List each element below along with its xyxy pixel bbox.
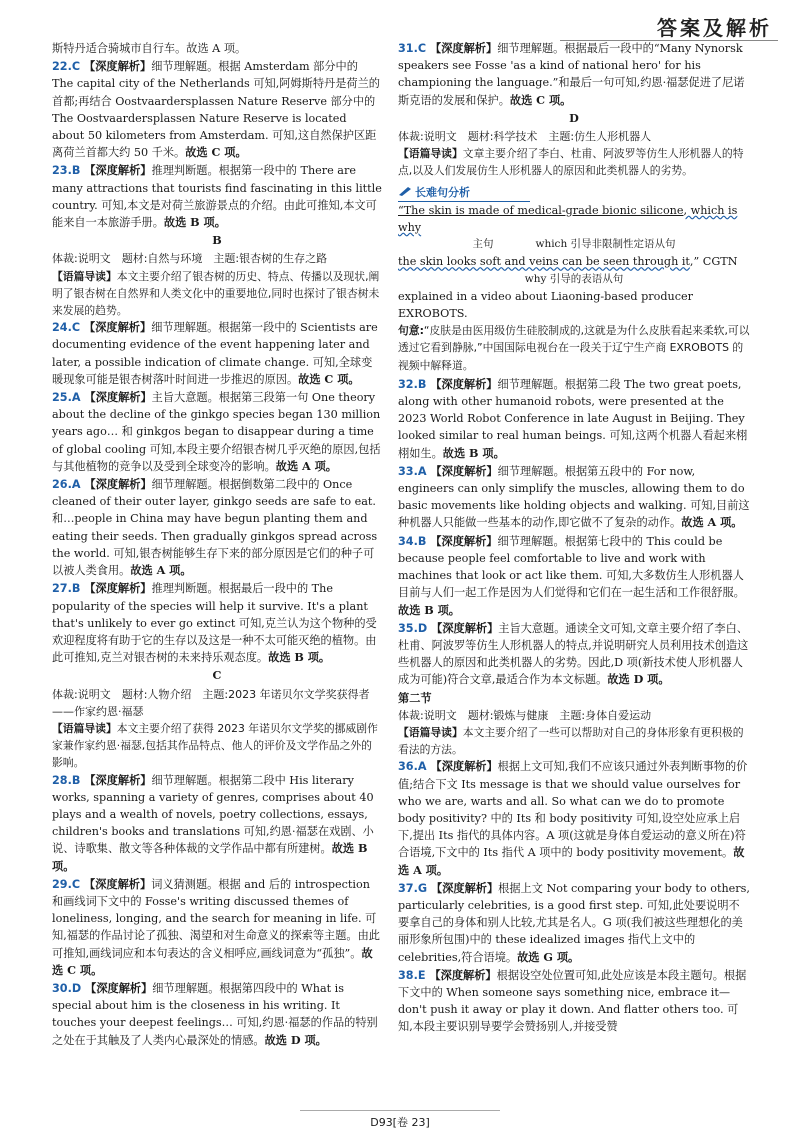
continued-text: 斯特丹适合骑城市自行车。故选 A 项。	[52, 42, 247, 55]
answer-38: 38.E 【深度解析】根据设空处位置可知,此处应该是本段主题句。根据下文中的 When someone says something nice, embrace it—don't push it away or play it down. And flatter others too. 可知,本段主要识别导要学会赞扬别人,并接受赞	[398, 967, 747, 1034]
page-number: D93[卷 23]	[370, 1116, 430, 1129]
guide-part-two: 【语篇导读】本文主要介绍了一些可以帮助对自己的身体形象有更积极的看法的方法。	[398, 725, 744, 757]
answer-28: 28.B 【深度解析】细节理解题。根据第二段中 His literary works, spanning a variety of genres, comprises about 40 plays and a wealth of novels, poetry collections, essays, children's books and translations 可知,约恩·福瑟在戏剧、小说、诗歌集、散文等各种体裁的文学作品中都有所建树。故选 B 项。	[52, 772, 374, 873]
footer-rule	[300, 1110, 500, 1111]
right-column	[398, 40, 750, 1037]
answer-22: 22.C 【深度解析】细节理解题。根据 Amsterdam 部分中的 The capital city of the Netherlands 可知,阿姆斯特丹是荷兰的首都;再结合 Oostvaardersplassen Nature Reserve 部分中的 The Oostvaardersplassen Nature Reserve is located about 50 kilometers from Amsterdam. 可知,这自然保护区距离荷兰首都大约 50 千米。故选 C 项。	[52, 59, 380, 160]
long-sentence-note2: why 引导的表语从句	[524, 272, 624, 285]
section-d-heading: D	[569, 110, 579, 125]
section-b-heading: B	[212, 233, 222, 248]
section-c-heading: C	[212, 668, 222, 683]
answer-26: 26.A 【深度解析】细节理解题。根据倒数第二段中的 Once cleaned of their outer layer, ginkgo seeds are safe to eat. 和…people in China may have begun planting them and eating their seeds. Then gradually ginkgos spread across the world. 可知,银杏树能够生存下来的部分原因是它们的种子可以被人类食用。故选 A 项。	[52, 477, 378, 578]
meta-b: 体裁:说明文 题材:自然与环境 主题:银杏树的生存之路	[52, 252, 328, 266]
left-column	[52, 40, 382, 1050]
answer-30: 30.D 【深度解析】细节理解题。根据第四段中的 What is special about him is the closeness in his writing. It touches your deepest feelings… 可知,约恩·福瑟的作品的特别之处在于其触及了人类内心最深处的情感。故选 D 项。	[52, 980, 378, 1047]
answer-33: 33.A 【深度解析】细节理解题。根据第五段中的 For now, engineers can only simplify the muscles, allowing them to do basic movements like holding objects and walking. 可知,目前这种机器人只能做一些基本的动作,即它做不了复杂的动作。故选 A 项。	[398, 463, 750, 530]
answer-29: 29.C 【深度解析】词义猜测题。根据 and 后的 introspection 和画线词下文中的 Fosse's writing discussed themes of loneliness, longing, and the search for meaning in life. 可知,福瑟的作品讨论了孤独、渴望和对生命意义的探索等主题。由此可推知,画线词应和本句表达的含义相呼应,画线词意为“孤独”。故选 C 项。	[52, 876, 380, 977]
answer-32: 32.B 【深度解析】细节理解题。根据第二段 The two great poets, along with other humanoid robots, were presented at the 2023 World Robot Conference in late August in Beijing. They looked similar to real human beings. 可知,这两个机器人看起来栩栩如生。故选 B 项。	[398, 376, 748, 460]
answer-27: 27.B 【深度解析】推理判断题。根据最后一段中的 The popularity of the species will help it survive. It's a plant that's unlikely to ever go extinct 可知,克兰认为这个物种的受欢迎程度将有助于它的生存以及这是一种不太可能灭绝的植物。由此可推知,克兰对银杏树的未来持乐观态度。故选 B 项。	[52, 581, 377, 665]
part-two-heading: 第二节	[398, 690, 432, 705]
guide-c: 【语篇导读】本文主要介绍了获得 2023 年诺贝尔文学奖的挪威剧作家兼作家约恩·福瑟,包括其作品特点、他人的评价及文学作品之外的影响。	[52, 721, 378, 770]
pen-icon	[398, 186, 412, 196]
page-header-title: 答案及解析	[657, 16, 772, 40]
long-sentence-translation: 句意:“皮肤是由医用级仿生硅胶制成的,这就是为什么皮肤看起来柔软,可以透过它看到静脉,”中国国际电视台在一段关于辽宁生产商 EXROBOTS 的视频中解释道。	[398, 324, 750, 372]
long-sentence-line3: explained in a video about Liaoning-based producer EXROBOTS.	[398, 289, 693, 321]
meta-d: 体裁:说明文 题材:科学技术 主题:仿生人形机器人	[398, 130, 652, 144]
answer-37: 37.G 【深度解析】根据上文 Not comparing your body to others, particularly celebrities, is a good first step. 可知,此处要说明不要拿自己的身体和别人比较,尤其是名人。G 项(我们被这些理想化的美丽形象所包围)中的 these idealized images 指代上文中的 celebrities,符合语境。故选 G 项。	[398, 880, 750, 964]
long-sentence-analysis	[398, 184, 750, 374]
answer-25: 25.A 【深度解析】主旨大意题。根据第三段第一句 One theory about the decline of the ginkgo species began 130 million years ago… 和 ginkgos began to disappear during a time of global cooling 可知,本段主要介绍银杏树几乎灭绝的原因,包括与其他植物的竞争以及受到全球变冷的影响。故选 A 项。	[52, 390, 381, 473]
guide-b: 【语篇导读】本文主要介绍了银杏树的历史、特点、传播以及现状,阐明了银杏树在自然界和人类文化中的重要地位,同时也探讨了银杏树未来发展的趋势。	[52, 269, 380, 318]
answer-34: 34.B 【深度解析】细节理解题。根据第七段中的 This could be because people feel comfortable to live and work with machines that look or act like them. 可知,大多数仿生人形机器人目前与人们一起工作是因为人们觉得和它们在一起生活和工作很舒服。故选 B 项。	[398, 533, 745, 617]
answer-31: 31.C 【深度解析】细节理解题。根据最后一段中的“Many Nynorsk speakers see Fosse 'as a kind of national hero' for his championing the language.”和最后一句可知,约恩·福瑟促进了尼诺斯克语的发展和保护。故选 C 项。	[398, 41, 745, 107]
long-sentence-notes1: 主句 which 引导非限制性定语从句	[472, 238, 676, 251]
long-sentence-title: 长难句分析	[398, 184, 530, 202]
long-sentence-line2: the skin looks soft and veins can be seen through it,” CGTN	[398, 255, 738, 269]
meta-part-two: 体裁:说明文 题材:锻炼与健康 主题:身体自爱运动	[398, 708, 652, 722]
answer-36: 36.A 【深度解析】根据上文可知,我们不应该只通过外表判断事物的价值;结合下文 Its message is that we should value ourselves for who we are, warts and all. So what can we do to promote body positivity? 中的 Its 和 body positivity 可知,设空处应承上启下,提出 Its 指代的具体内容。A 项(这就是身体自爱运动的意义所在)符合语境,下文中的 Its 指代 A 项中的 body positivity movement。故选 A 项。	[398, 759, 748, 877]
answer-23: 23.B 【深度解析】推理判断题。根据第一段中的 There are many attractions that tourists find fascinating in this little country. 可知,本文是对荷兰旅游景点的介绍。由此可推知,本文可能来自一本旅游手册。故选 B 项。	[52, 163, 382, 230]
meta-c: 体裁:说明文 题材:人物介绍 主题:2023 年诺贝尔文学奖获得者——作家约恩·福瑟	[52, 687, 370, 718]
long-sentence-line1: “The skin is made of medical-grade bionic silicone, which is why	[398, 203, 738, 235]
guide-d: 【语篇导读】文章主要介绍了李白、杜甫、阿波罗等仿生人形机器人的特点,以及人们发展仿生人形机器人的原因和此类机器人的劣势。	[398, 147, 744, 178]
answer-24: 24.C 【深度解析】细节理解题。根据第一段中的 Scientists are documenting evidence of the event happening later and later, a possible indication of climate change. 可知,全球变暖现象可能是银杏树落叶时间进一步推迟的原因。故选 C 项。	[52, 320, 378, 386]
answer-35: 35.D 【深度解析】主旨大意题。通读全文可知,文章主要介绍了李白、杜甫、阿波罗等仿生人形机器人的特点,并说明研究人员利用技术创造这些机器人的原因和此类机器人的劣势。因此,D 项(新技术使人形机器人成为可能)符合文章,最适合作为本文标题。故选 D 项。	[398, 620, 749, 687]
